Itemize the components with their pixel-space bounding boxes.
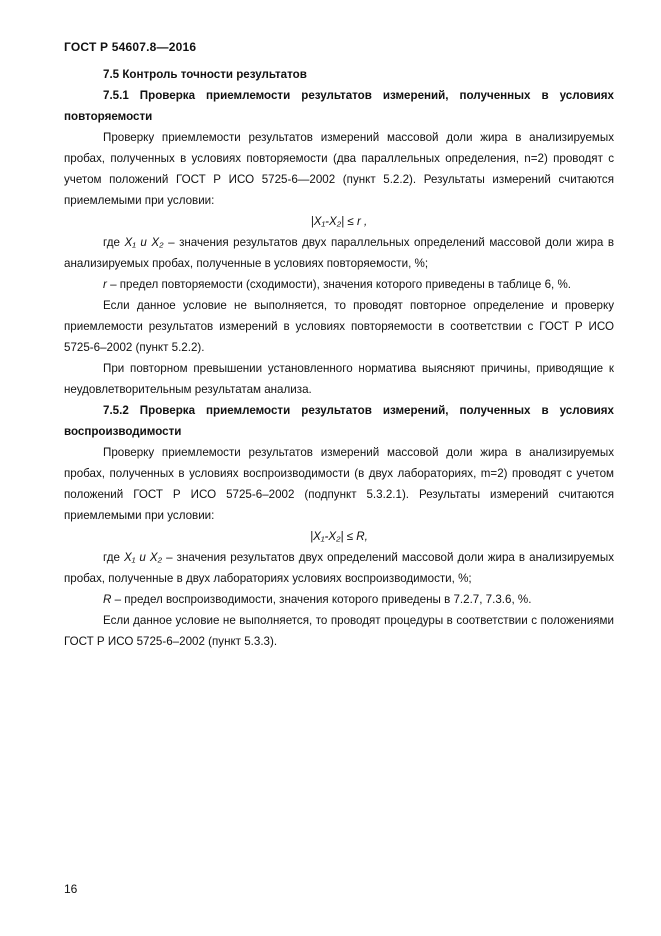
section-7-5-title: 7.5 Контроль точности результатов — [103, 68, 307, 81]
section-7-5-2-where — [64, 547, 614, 589]
r-variable: r — [103, 278, 107, 291]
section-7-5-2-paragraph-1: Проверку приемлемости результатов измерений массовой доли жира в анализируемых пробах, полученных в условиях воспроизводимости (в двух лабораториях, m=2) проводят с учетом положений ГОСТ Р ИСО 5725-6–2002 (подпункт 5.3.2.1). Результаты измерений считаются приемлемыми при условии: — [64, 446, 614, 522]
where-variables: X₁ и X₂ — [124, 236, 164, 249]
repeatability-formula: |X₁-X₂| ≤ r , — [310, 215, 368, 228]
document-header: ГОСТ Р 54607.8—2016 — [64, 40, 197, 54]
section-7-5-1-heading: 7.5.1 Проверка приемлемости результатов измерений, полученных в условиях повторяемости — [64, 89, 614, 123]
section-7-5-2-R-definition — [64, 589, 614, 610]
where-description: – значения результатов двух параллельных определений массовой доли жира в анализируемых пробах, полученные в условиях повторяемости, %; — [64, 236, 614, 270]
section-7-5-1-paragraph-2: Если данное условие не выполняется, то проводят повторное определение и проверку приемлемости результатов измерений в условиях повторяемости в соответствии с ГОСТ Р ИСО 5725-6–2002 (пункт 5.2.2). — [64, 299, 614, 354]
page-number: 16 — [64, 882, 78, 896]
section-7-5-1-where — [64, 232, 614, 274]
section-7-5-2-heading: 7.5.2 Проверка приемлемости результатов измерений, полученных в условиях воспроизводимости — [64, 404, 614, 438]
section-7-5-1-paragraph-3: При повторном превышении установленного норматива выясняют причины, приводящие к неудовлетворительным результатам анализа. — [64, 362, 614, 396]
reproducibility-formula: |X₁-X₂| ≤ R, — [310, 530, 368, 543]
r-description: – предел повторяемости (сходимости), значения которого приведены в таблице 6, %. — [106, 278, 571, 291]
where-prefix: где — [103, 551, 124, 564]
R-description: – предел воспроизводимости, значения которого приведены в 7.2.7, 7.3.6, %. — [111, 593, 532, 606]
section-7-5-1-paragraph-1: Проверку приемлемости результатов измерений массовой доли жира в анализируемых пробах, полученных в условиях повторяемости (два параллельных определения, n=2) проводят с учетом положений ГОСТ Р ИСО 5725-6—2002 (пункт 5.2.2). Результаты измерений считаются приемлемыми при условии: — [64, 131, 614, 207]
section-7-5-2-paragraph-2: Если данное условие не выполняется, то проводят процедуры в соответствии с положениями ГОСТ Р ИСО 5725-6–2002 (пункт 5.3.3). — [64, 614, 614, 648]
where-prefix: где — [103, 236, 125, 249]
where-description: – значения результатов двух определений массовой доли жира в анализируемых пробах, полученные в двух лабораториях условиях воспроизводимости, %; — [64, 551, 614, 585]
where-variables: X₁ и X₂ — [123, 551, 163, 564]
section-7-5-1-r-definition — [64, 274, 614, 295]
R-variable: R — [103, 593, 112, 606]
document-body — [64, 64, 614, 652]
